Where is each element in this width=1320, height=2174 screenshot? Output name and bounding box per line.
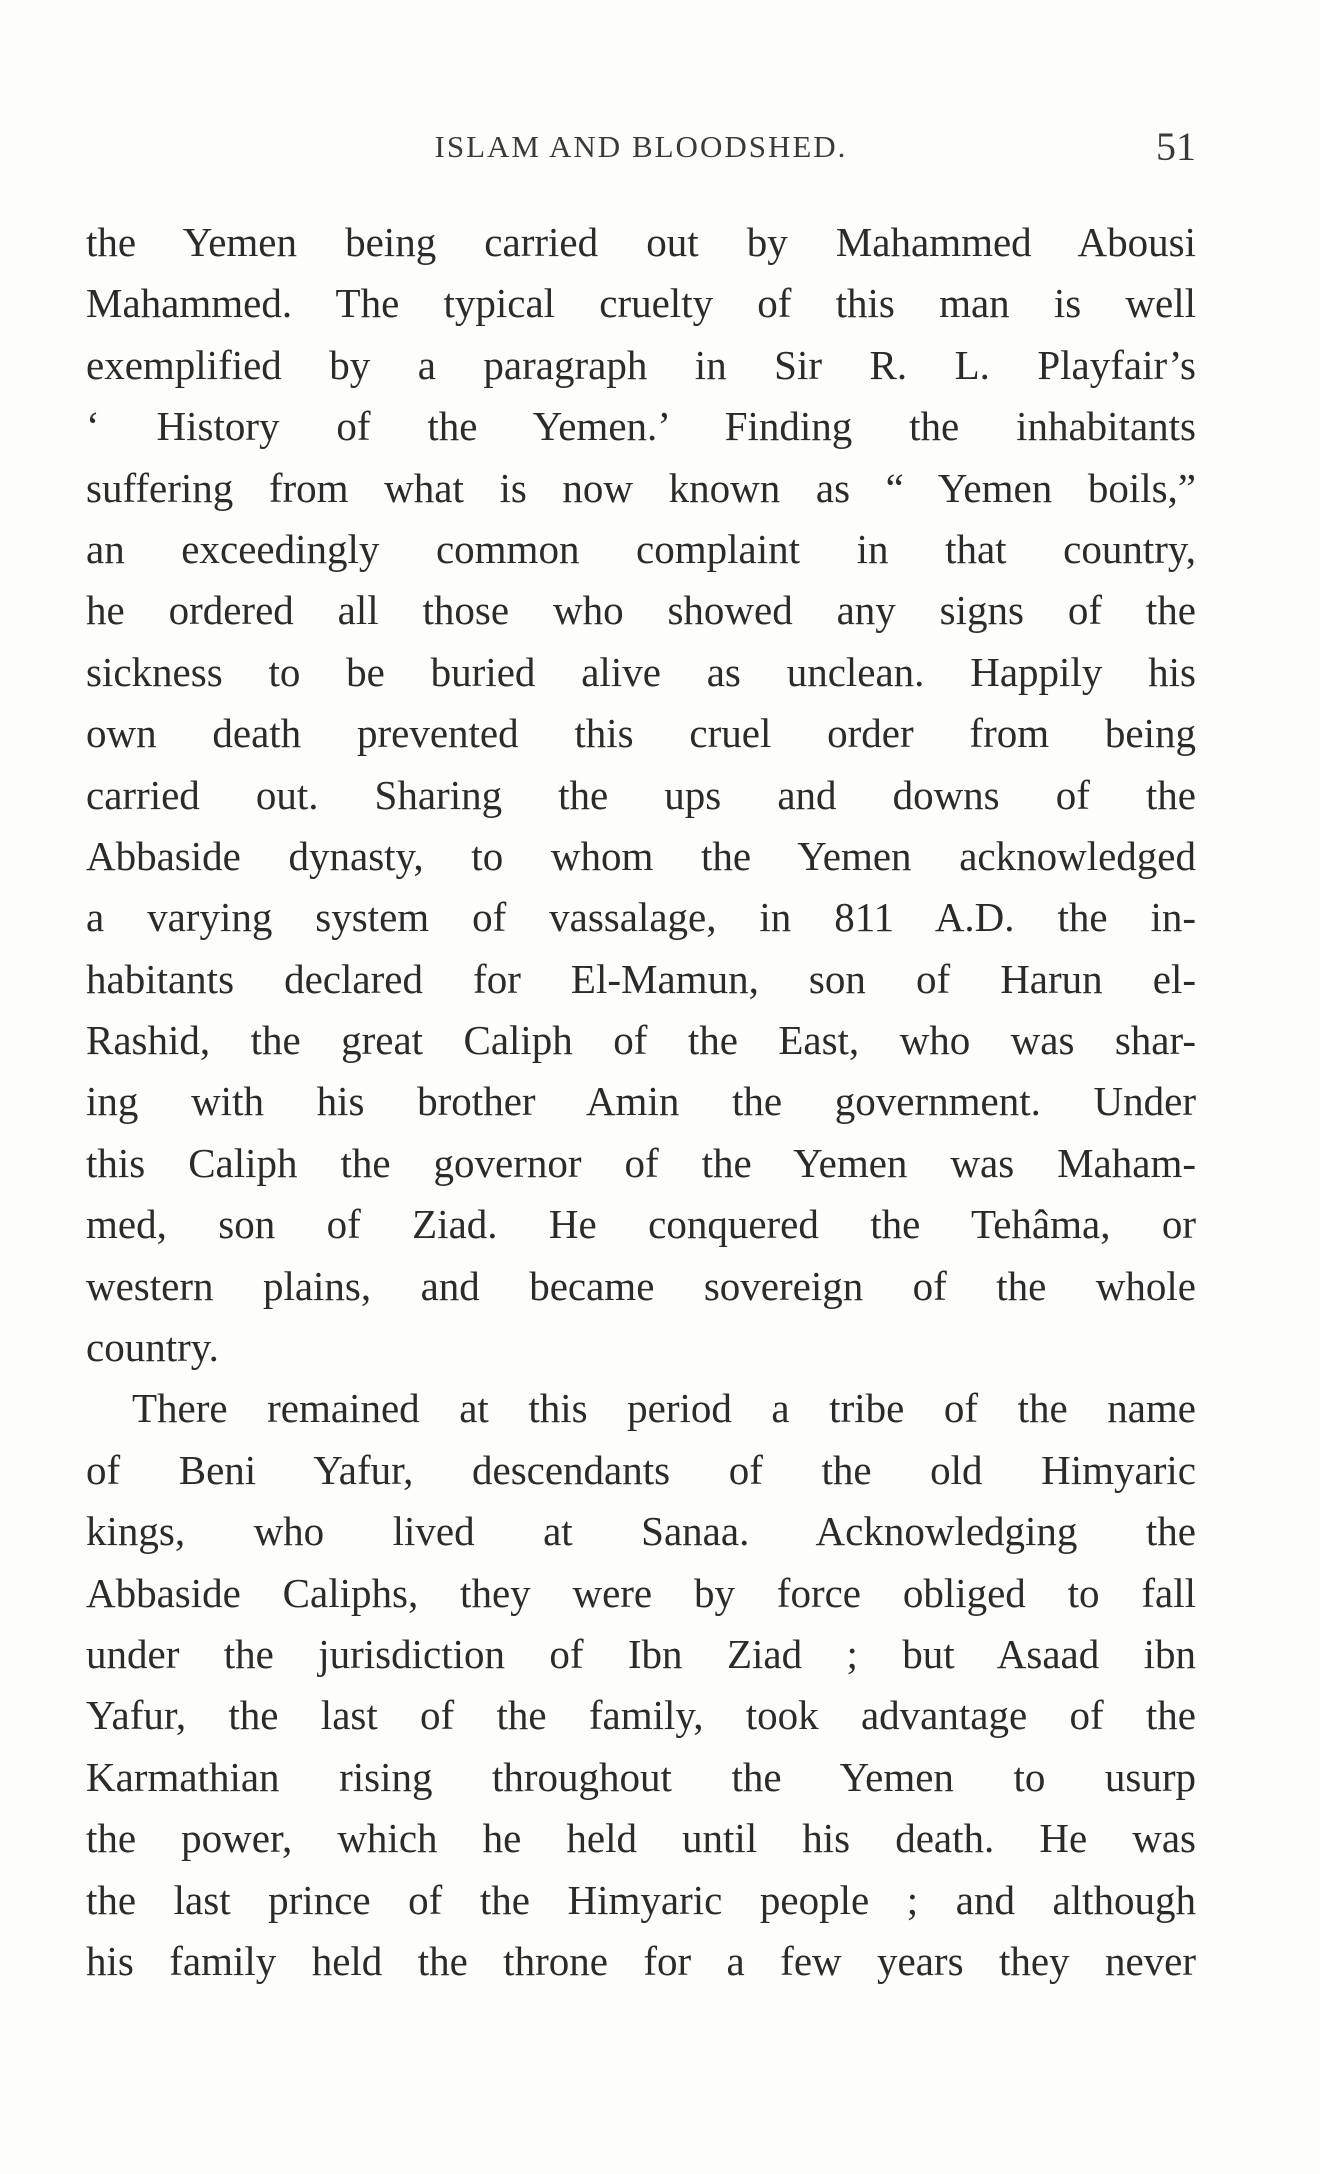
running-head	[86, 122, 1196, 172]
text-line: the Yemen being carried out by Mahammed Abousi	[86, 219, 1196, 265]
paragraph-end-line: country.	[86, 1324, 219, 1371]
text-line: suffering from what is now known as “ Yemen boils,”	[86, 464, 1196, 511]
text-line: exemplified by a paragraph in Sir R. L. Playfair’s	[86, 341, 1196, 388]
text-line: his family held the throne for a few years they never	[86, 1937, 1196, 1984]
text-line: the power, which he held until his death. He was	[86, 1815, 1196, 1862]
running-title: ISLAM AND BLOODSHED.	[434, 129, 848, 164]
text-line: kings, who lived at Sanaa. Acknowledging the	[86, 1508, 1196, 1555]
text-line: an exceedingly common complaint in that country,	[86, 525, 1196, 572]
text-line: he ordered all those who showed any signs of the	[86, 587, 1196, 634]
text-line: med, son of Ziad. He conquered the Tehâma, or	[86, 1201, 1196, 1248]
text-line: under the jurisdiction of Ibn Ziad ; but Asaad ibn	[86, 1630, 1196, 1677]
text-line: own death prevented this cruel order from being	[86, 710, 1196, 757]
text-line: Karmathian rising throughout the Yemen to usurp	[86, 1753, 1196, 1800]
text-line: ing with his brother Amin the government. Under	[86, 1078, 1196, 1125]
text-line: western plains, and became sovereign of the whole	[86, 1262, 1196, 1309]
text-line: this Caliph the governor of the Yemen was Maham-	[86, 1139, 1196, 1186]
text-line: of Beni Yafur, descendants of the old Himyaric	[86, 1446, 1196, 1493]
body-text	[86, 212, 1196, 1992]
paragraph-start-line: There remained at this period a tribe of the name	[132, 1385, 1196, 1432]
text-line: Rashid, the great Caliph of the East, who was shar-	[86, 1017, 1196, 1064]
text-line: carried out. Sharing the ups and downs of the	[86, 771, 1196, 818]
text-line: Yafur, the last of the family, took advantage of the	[86, 1692, 1196, 1739]
text-line: the last prince of the Himyaric people ; and although	[86, 1876, 1196, 1923]
text-line: Abbaside dynasty, to whom the Yemen acknowledged	[86, 832, 1196, 879]
page-number: 51	[1156, 124, 1196, 169]
text-line: Abbaside Caliphs, they were by force obliged to fall	[86, 1569, 1196, 1616]
text-line: Mahammed. The typical cruelty of this man is well	[86, 280, 1196, 327]
text-line: ‘ History of the Yemen.’ Finding the inhabitants	[86, 403, 1196, 450]
text-line: habitants declared for El-Mamun, son of Harun el-	[86, 955, 1196, 1002]
text-line: a varying system of vassalage, in 811 A.D. the in-	[86, 894, 1196, 941]
text-line: sickness to be buried alive as unclean. Happily his	[86, 648, 1196, 695]
